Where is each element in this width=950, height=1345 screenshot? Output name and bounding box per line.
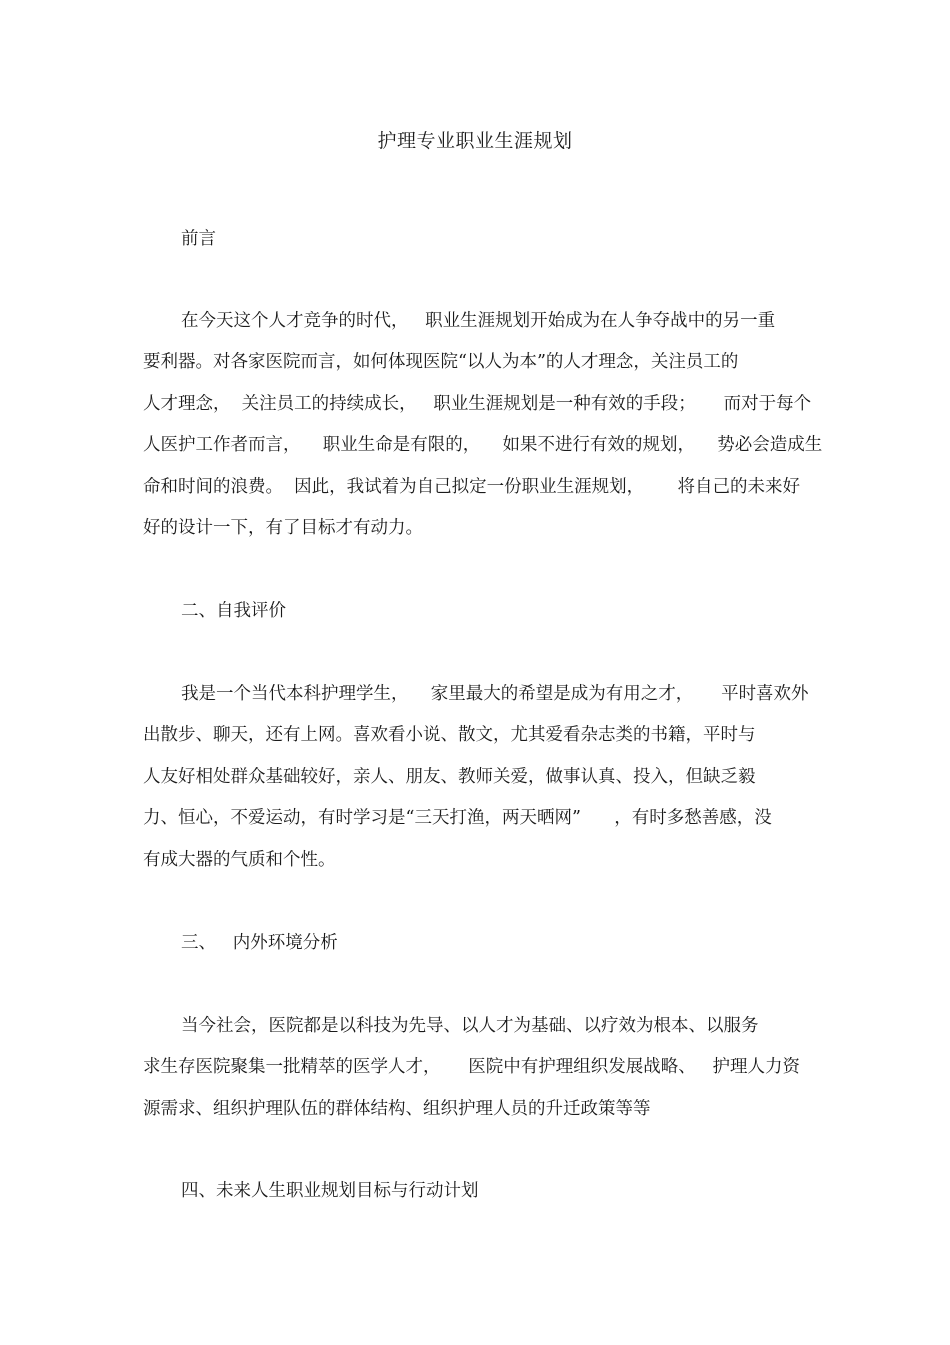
paragraph-line: 力、恒心，不爱运动，有时学习是“三天打渔，两天晒网” ，有时多愁善感，没 xyxy=(143,808,772,828)
section-heading-preface: 前言 xyxy=(181,229,216,249)
paragraph-line: 要利器。对各家医院而言，如何体现医院“以人为本”的人才理念，关注员工的 xyxy=(143,352,739,372)
paragraph-line: 命和时间的浪费。 因此，我试着为自己拟定一份职业生涯规划， 将自己的未来好 xyxy=(143,477,800,497)
paragraph-line: 求生存医院聚集一批精萃的医学人才， 医院中有护理组织发展战略、 护理人力资 xyxy=(143,1057,800,1077)
document-title: 护理专业职业生涯规划 xyxy=(377,130,573,152)
paragraph-line: 源需求、组织护理队伍的群体结构、组织护理人员的升迁政策等等 xyxy=(143,1099,651,1119)
paragraph-line: 人友好相处群众基础较好，亲人、朋友、教师关爱，做事认真、投入，但缺乏毅 xyxy=(143,767,756,787)
paragraph-line: 人医护工作者而言， 职业生命是有限的， 如果不进行有效的规划， 势必会造成生 xyxy=(143,435,823,455)
paragraph-line: 好的设计一下，有了目标才有动力。 xyxy=(143,518,423,538)
section-heading-self-evaluation: 二、自我评价 xyxy=(181,601,286,621)
section-heading-future-plan: 四、未来人生职业规划目标与行动计划 xyxy=(181,1181,479,1201)
section-heading-environment: 三、 内外环境分析 xyxy=(181,933,338,953)
paragraph-line: 有成大器的气质和个性。 xyxy=(143,850,336,870)
paragraph-line: 我是一个当代本科护理学生， 家里最大的希望是成为有用之才， 平时喜欢外 xyxy=(181,684,809,704)
paragraph-line: 当今社会，医院都是以科技为先导、以人才为基础、以疗效为根本、以服务 xyxy=(181,1016,759,1036)
paragraph-line: 人才理念， 关注员工的持续成长， 职业生涯规划是一种有效的手段； 而对于每个 xyxy=(143,394,812,414)
paragraph-line: 在今天这个人才竞争的时代， 职业生涯规划开始成为在人争夺战中的另一重 xyxy=(181,311,776,331)
paragraph-line: 出散步、聊天，还有上网。喜欢看小说、散文，尤其爱看杂志类的书籍，平时与 xyxy=(143,725,756,745)
